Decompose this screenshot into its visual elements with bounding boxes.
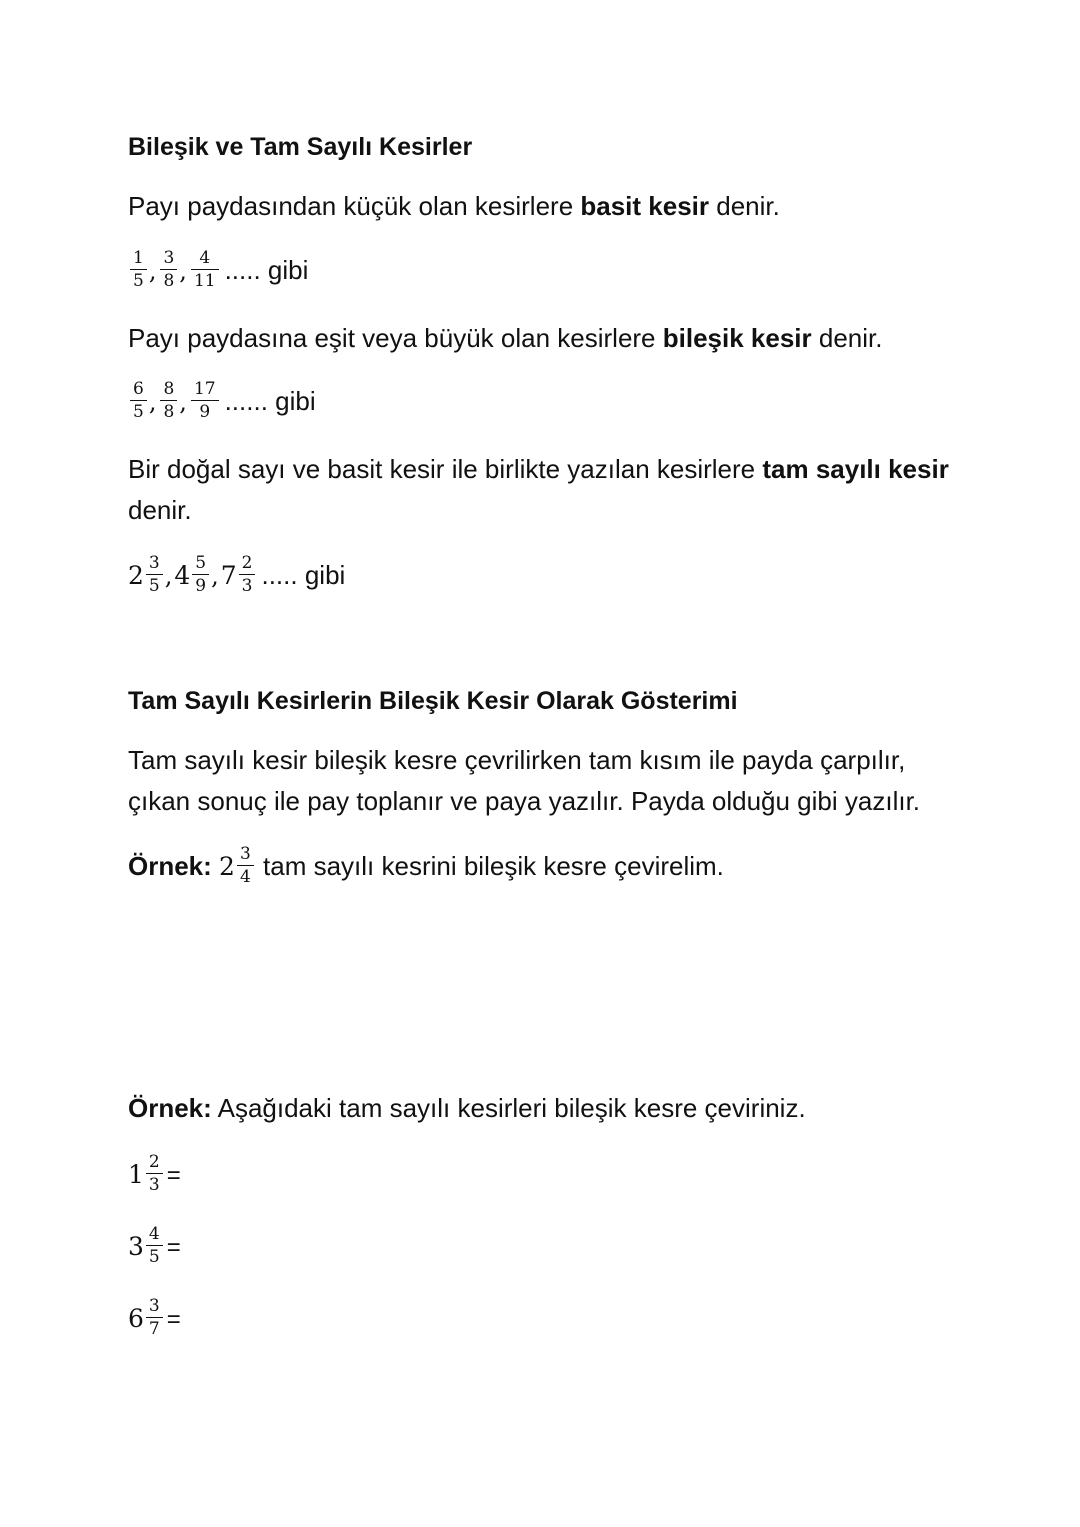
equals-sign: = [166,1161,181,1189]
definition-text: denir. [811,323,883,353]
whole-part: 1 [128,1159,144,1189]
section-title-bilesik-tam: Bileşik ve Tam Sayılı Kesirler [128,133,473,161]
examples-tail: ..... gibi [261,559,346,590]
whole-part: 6 [128,1303,144,1333]
definition-term: basit kesir [580,191,710,221]
whole-part: 2 [128,560,144,590]
fraction: $\frac{3}{5}$ [146,554,163,596]
examples-tail: ..... gibi [224,254,309,285]
fraction: $\frac{8}{8}$ [160,380,177,422]
whole-part: 3 [128,1231,144,1261]
whole-part: 7 [220,560,237,590]
comma-separator: , [179,387,187,416]
fraction: $\frac{3}{7}$ [146,1297,163,1339]
section-title-gosterim: Tam Sayılı Kesirlerin Bileşik Kesir Olarak Gösterimi [128,687,738,715]
definition-term: tam sayılı kesir [762,454,949,484]
conversion-rule-line-2: çıkan sonuç ile pay toplanır ve paya yazılır. Payda olduğu gibi yazılır. [128,786,921,816]
whole-part: 4 [174,560,191,590]
example-1 [128,844,724,889]
fraction: $\frac{3}{4}$ [237,845,254,887]
example-text: tam sayılı kesrini bileşik kesre çevirelim. [263,850,724,881]
whole-part: 2 [219,851,235,881]
fraction: $\frac{1}{5}$ [130,249,147,291]
comma-separator: , [148,256,157,285]
examples-tail: ...... gibi [224,385,316,416]
fraction: $\frac{17}{9}$ [191,380,219,422]
fraction: $\frac{5}{9}$ [192,554,209,596]
equals-sign: = [166,1305,181,1333]
comma-separator: , [211,561,219,590]
definition-text: Bir doğal sayı ve basit kesir ile birlikte yazılan kesirlere [128,454,763,484]
definition-text: Payı paydasına eşit veya büyük olan kesirlere [128,323,663,353]
fraction: $\frac{4}{5}$ [146,1225,163,1267]
comma-separator: , [164,561,173,590]
basit-kesir-examples [128,248,309,293]
fraction: $\frac{2}{3}$ [146,1153,163,1195]
definition-term: bileşik kesir [662,323,812,353]
bilesik-kesir-examples [128,379,316,424]
fraction: $\frac{4}{11}$ [191,249,219,291]
bilesik-kesir-definition [128,320,882,356]
definition-text: Payı paydasından küçük olan kesirlere [128,191,581,221]
basit-kesir-definition [128,188,780,224]
tam-sayili-kesir-definition [128,451,949,487]
comma-separator: , [148,387,157,416]
example-label: Örnek: [128,850,212,881]
definition-text: denir. [709,191,780,221]
comma-separator: , [179,256,187,285]
definition-text: denir. [128,495,192,525]
exercise-item [128,1224,181,1269]
conversion-rule-line-1: Tam sayılı kesir bileşik kesre çevrilirken tam kısım ile payda çarpılır, [128,745,906,775]
exercise-item [128,1296,181,1341]
fraction: $\frac{6}{5}$ [130,380,147,422]
fraction: $\frac{2}{3}$ [239,554,256,596]
tam-sayili-kesir-examples [128,553,346,598]
fraction: $\frac{3}{8}$ [160,249,177,291]
example-text: Aşağıdaki tam sayılı kesirleri bileşik kesre çeviriniz. [211,1093,806,1123]
tam-sayili-kesir-definition-cont [128,492,192,528]
example-2 [128,1090,806,1126]
example-label: Örnek: [128,1093,212,1123]
equals-sign: = [166,1233,181,1261]
exercise-item [128,1152,181,1197]
